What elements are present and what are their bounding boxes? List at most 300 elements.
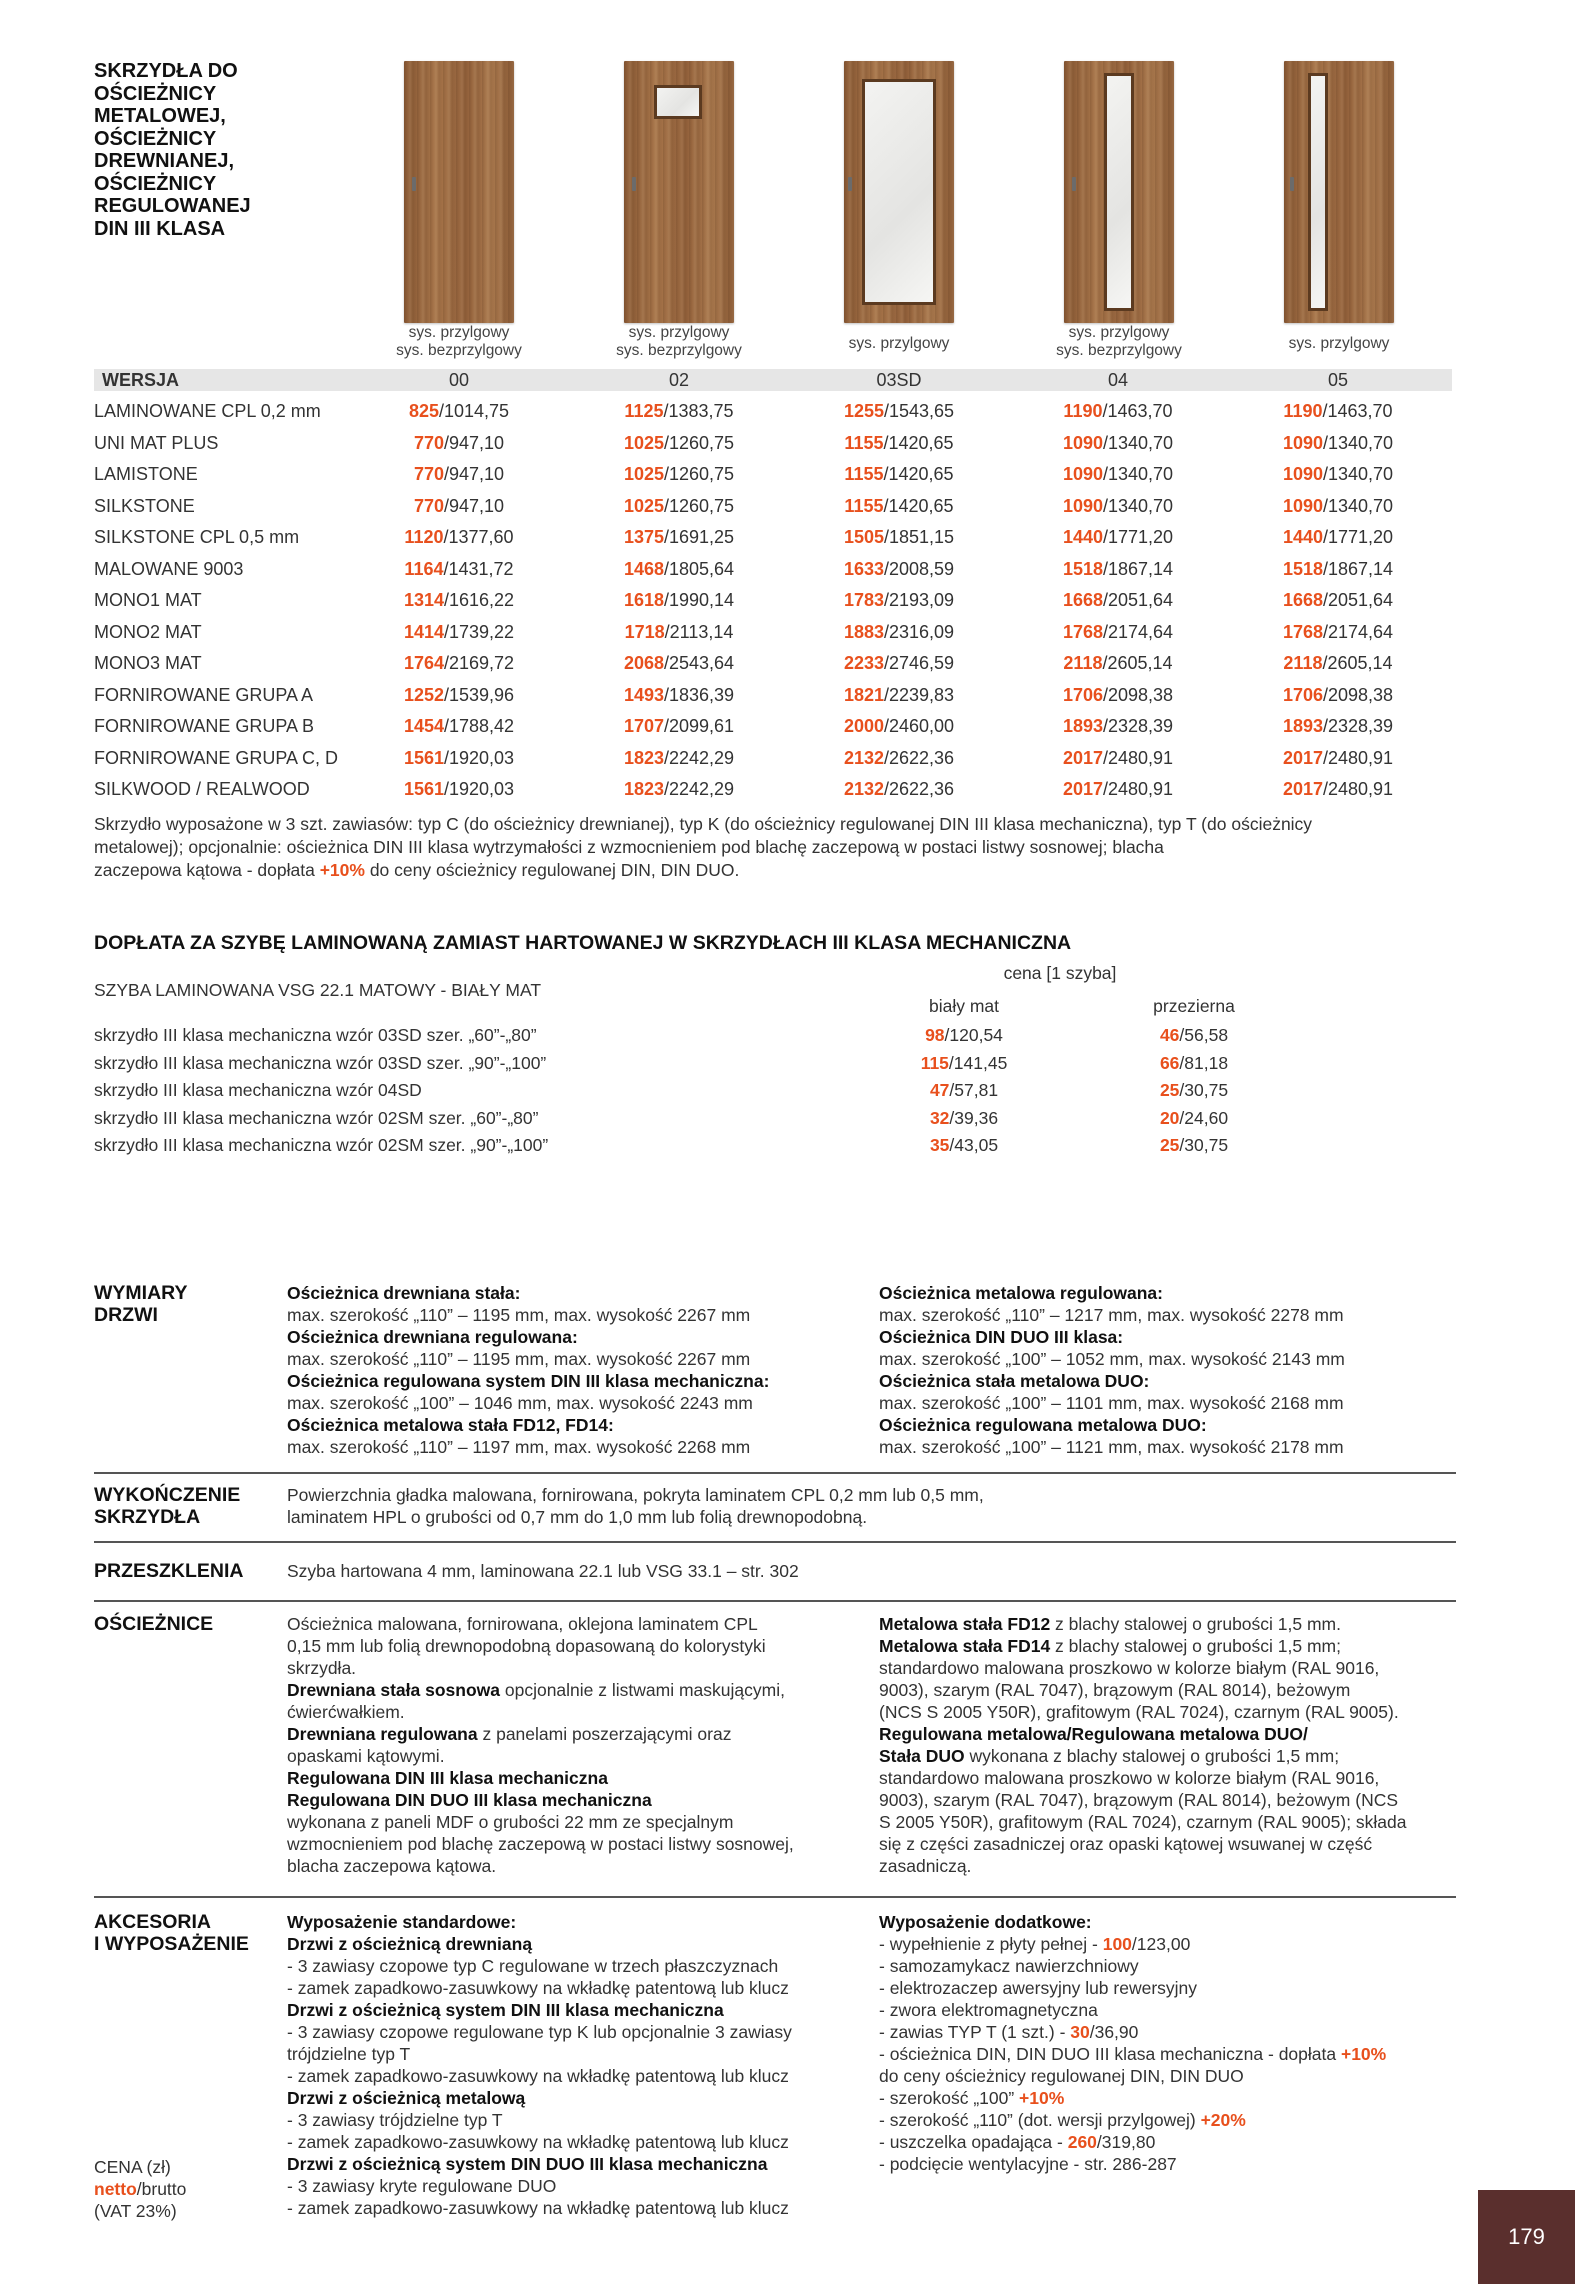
text: standardowo malowana proszkowo w kolorze białym (RAL 9016,: [879, 1768, 1380, 1788]
net-price: 1440: [1282, 527, 1323, 547]
price-cell: [789, 743, 1009, 774]
dims-frame-size: max. szerokość „110” – 1195 mm, max. wysokość 2267 mm: [287, 1349, 751, 1369]
gross-price: /24,60: [1179, 1107, 1229, 1128]
net-price: 2017: [1062, 779, 1103, 799]
gross-price: /1420,65: [883, 495, 954, 516]
clear-price: [1104, 1105, 1284, 1132]
bold-text: Stała DUO: [879, 1746, 965, 1766]
frames-left: [287, 1613, 794, 1877]
gross-price: /1463,70: [1322, 401, 1393, 421]
text: - szerokość „100”: [879, 2088, 1020, 2108]
text-line: [287, 1657, 794, 1679]
glass-row: [94, 1132, 1394, 1159]
gross-price: /30,75: [1179, 1080, 1229, 1100]
price-row: [94, 522, 1454, 553]
text-line: [287, 1833, 794, 1855]
system-label-03sd: sys. przylgowy: [848, 335, 950, 352]
glass-row: [94, 1050, 1394, 1077]
divider: [94, 1541, 1456, 1543]
price-cell: [569, 491, 789, 522]
gross-price: /1691,25: [663, 527, 735, 547]
accessories-right: [879, 1911, 1386, 2175]
frames-heading: OŚCIEŻNICE: [94, 1613, 214, 1635]
version-header-row: [94, 365, 1454, 396]
dims-frame-size: max. szerokość „110” – 1195 mm, max. wysokość 2267 mm: [287, 1305, 751, 1325]
glass-row-label: skrzydło III klasa mechaniczna wzór 02SM szer. „60”-„80”: [94, 1107, 539, 1128]
accessories-heading: AKCESORIA I WYPOSAŻENIE: [94, 1911, 249, 1955]
text-line: [879, 2043, 1386, 2065]
price-cell: [789, 428, 1009, 459]
price-row: [94, 743, 1454, 774]
dims-frame-size: max. szerokość „100” – 1046 mm, max. wysokość 2243 mm: [287, 1393, 753, 1413]
gross-price: /1851,15: [883, 527, 955, 547]
finish-name: FORNIROWANE GRUPA C, D: [94, 747, 339, 768]
gross-price: /2174,64: [1322, 621, 1394, 642]
gross-price: /2051,64: [1102, 590, 1174, 610]
price-cell: [349, 585, 569, 616]
text: - 3 zawiasy czopowe regulowane typ K lub opcjonalnie 3 zawiasy: [287, 2022, 792, 2042]
bold-text: Regulowana DIN III klasa mechaniczna: [287, 1768, 608, 1788]
net-price: 1706: [1282, 684, 1323, 705]
net-price: 46: [1159, 1025, 1180, 1045]
price-cell: [1228, 743, 1448, 774]
text: - zamek zapadkowo-zasuwkowy na wkładkę patentową lub klucz: [287, 2198, 789, 2218]
net-price: 1125: [624, 401, 664, 421]
text: standardowo malowana proszkowo w kolorze białym (RAL 9016,: [879, 1658, 1380, 1678]
text-line: [287, 1745, 794, 1767]
gross-price: /56,58: [1179, 1025, 1229, 1045]
price-cell: [1228, 774, 1448, 805]
text-line: [879, 1701, 1407, 1723]
price-cell: [1008, 396, 1228, 427]
bold-text: Drzwi z ościeżnicą system DIN III klasa mechaniczna: [287, 2000, 724, 2020]
text: - zamek zapadkowo-zasuwkowy na wkładkę patentową lub klucz: [287, 2066, 789, 2086]
gross-price: /2460,00: [883, 716, 955, 736]
text-line: [879, 1789, 1407, 1811]
price-cell: [349, 396, 569, 427]
price-highlight: 260: [1067, 2132, 1097, 2152]
price-cell: [569, 774, 789, 805]
price-cell: [1008, 459, 1228, 490]
price-row: [94, 711, 1454, 742]
text-line: [879, 1833, 1407, 1855]
gross-price: /1543,65: [883, 401, 955, 421]
net-price: 825: [408, 401, 439, 421]
gross-price: /1340,70: [1322, 432, 1394, 453]
price-cell: [569, 711, 789, 742]
text-line: [879, 1977, 1386, 1999]
text: /123,00: [1131, 1934, 1191, 1954]
price-cell: [1228, 648, 1448, 679]
gross-price: /2480,91: [1322, 747, 1394, 768]
gross-price: /2480,91: [1102, 747, 1174, 768]
net-price: 1255: [843, 401, 884, 421]
bold-text: Regulowana DIN DUO III klasa mechaniczna: [287, 1790, 652, 1810]
price-row: [94, 774, 1454, 805]
net-price: 20: [1159, 1107, 1180, 1128]
net-price: 2233: [843, 653, 884, 673]
finish-name: SILKSTONE: [94, 495, 195, 516]
net-price: 1633: [843, 558, 884, 579]
version-label: WERSJA: [102, 370, 180, 390]
bold-text: Wyposażenie dodatkowe:: [879, 1912, 1092, 1932]
text: - zwora elektromagnetyczna: [879, 2000, 1098, 2020]
dims-frame-size: max. szerokość „110” – 1197 mm, max. wysokość 2268 mm: [287, 1437, 751, 1457]
net-price: 2118: [1283, 653, 1323, 673]
price-cell: [569, 585, 789, 616]
text-line: [879, 1723, 1407, 1745]
dims-frame-title: Ościeżnica regulowana system DIN III klasa mechaniczna:: [287, 1371, 770, 1391]
price-cell: [1228, 459, 1448, 490]
door-image-03sd: [844, 61, 954, 323]
bold-text: Regulowana metalowa/Regulowana metalowa DUO/: [879, 1724, 1308, 1744]
text: /319,80: [1096, 2132, 1156, 2152]
net-price: 1155: [844, 432, 884, 453]
dims-frame-title: Ościeżnica metalowa stała FD12, FD14:: [287, 1415, 614, 1435]
price-cell: [1228, 617, 1448, 648]
net-price: 1518: [1282, 558, 1323, 579]
gross-price: /1788,42: [443, 716, 515, 736]
net-price: 1190: [1063, 401, 1103, 421]
net-price: 47: [929, 1080, 950, 1100]
gross-price: /2008,59: [883, 558, 955, 579]
text: wzmocnieniem pod blachę zaczepową w postaci listwy sosnowej,: [287, 1834, 794, 1854]
gross-price: /81,18: [1179, 1052, 1229, 1073]
price-row: [94, 585, 1454, 616]
net-price: 66: [1159, 1052, 1180, 1073]
price-cell: [349, 648, 569, 679]
price-cell: [1228, 396, 1448, 427]
gross-price: /2169,72: [443, 653, 515, 673]
price-cell: [789, 648, 1009, 679]
finish-name: MALOWANE 9003: [94, 558, 244, 579]
net-price: 2132: [843, 779, 884, 799]
text: - 3 zawiasy kryte regulowane DUO: [287, 2176, 557, 2196]
net-price: 2132: [843, 747, 884, 768]
net-price: 1414: [403, 621, 444, 642]
net-price: 1090: [1062, 495, 1103, 516]
gross-price: /2113,14: [664, 621, 734, 642]
glass-row: [94, 1022, 1394, 1049]
price-row: [94, 680, 1454, 711]
net-price: 1025: [623, 432, 664, 453]
gross-price: /1420,65: [883, 432, 954, 453]
net-price: 1706: [1062, 684, 1103, 705]
gross-price: /1771,20: [1102, 527, 1174, 547]
white-mat-price: [874, 1022, 1054, 1049]
text: - 3 zawiasy czopowe typ C regulowane w trzech płaszczyznach: [287, 1956, 779, 1976]
text-line: [879, 2087, 1386, 2109]
gross-price: /2622,36: [883, 747, 955, 768]
version-05: 05: [1327, 370, 1349, 390]
gross-price: /2099,61: [663, 716, 735, 736]
bold-text: Wyposażenie standardowe:: [287, 1912, 517, 1932]
system-label-04: sys. przylgowy sys. bezprzylgowy: [1056, 324, 1182, 359]
price-cell: [1228, 554, 1448, 585]
price-cell: [1008, 491, 1228, 522]
text-line: [287, 2021, 792, 2043]
price-highlight: 100: [1102, 1934, 1132, 1954]
gross-price: /57,81: [949, 1080, 999, 1100]
net-price: 1155: [844, 495, 884, 516]
page-number: 179: [1478, 2190, 1575, 2284]
net-price: 1821: [843, 684, 884, 705]
glass-row-label: skrzydło III klasa mechaniczna wzór 04SD: [94, 1080, 422, 1100]
net-price: 1561: [403, 779, 444, 799]
net-price: 770: [413, 432, 444, 453]
net-price: 770: [413, 464, 444, 484]
net-price: 2017: [1282, 779, 1323, 799]
glass-col-white-mat: biały mat: [928, 996, 1000, 1016]
text-line: [287, 2109, 792, 2131]
net-price: 1768: [1282, 621, 1323, 642]
price-highlight: +10%: [1019, 2088, 1065, 2108]
dims-frame-size: max. szerokość „100” – 1101 mm, max. wysokość 2168 mm: [879, 1393, 1344, 1413]
dims-heading: WYMIARY DRZWI: [94, 1282, 188, 1326]
glazing-heading: PRZESZKLENIA: [94, 1560, 244, 1582]
gross-price: /1920,03: [443, 779, 515, 799]
text-line: [879, 1955, 1386, 1977]
price-cell: [1228, 428, 1448, 459]
net-price: 1518: [1062, 558, 1103, 579]
hinge-note: Skrzydło wyposażone w 3 szt. zawiasów: typ C (do ościeżnicy drewnianej), typ K (do ościeżnicy regulowanej DIN III klasa mechaniczna), typ T (do ościeżnicy metalowej); opcjonalnie: ościeżnica DIN III klasa wytrzymałości z wzmocnieniem pod blachę zaczepową w postaci listwy sosnowej; blacha zaczepowa kątowa - dopłata +10% do ceny ościeżnicy regulowanej DIN, DIN DUO.: [94, 814, 1313, 880]
price-cell: [789, 459, 1009, 490]
net-price: 770: [413, 495, 444, 516]
gross-price: /2174,64: [1102, 621, 1174, 642]
price-cell: [1008, 554, 1228, 585]
text-line: [287, 2043, 792, 2065]
gross-price: /2543,64: [663, 653, 735, 673]
door-image-05: [1284, 61, 1394, 323]
gross-price: /1340,70: [1102, 432, 1174, 453]
page-title: SKRZYDŁA DO OŚCIEŻNICY METALOWEJ, OŚCIEŻNICY DREWNIANEJ, OŚCIEŻNICY REGULOWANEJ DIN III KLASA: [94, 60, 251, 240]
gross-price: /947,10: [443, 495, 505, 516]
bold-text: Drewniana stała sosnowa: [287, 1680, 500, 1700]
gross-price: /2328,39: [1102, 716, 1174, 736]
price-cell: [569, 617, 789, 648]
net-price: 2017: [1282, 747, 1323, 768]
text-line: [287, 2065, 792, 2087]
bold-text: Metalowa stała FD14: [879, 1636, 1051, 1656]
text: wykonana z paneli MDF o grubości 22 mm ze specjalnym: [287, 1812, 734, 1832]
system-label-00: sys. przylgowy sys. bezprzylgowy: [396, 324, 522, 359]
price-cell: [349, 428, 569, 459]
price-cell: [569, 459, 789, 490]
net-price: 1668: [1282, 590, 1323, 610]
dims-right: [879, 1282, 1345, 1458]
price-cell: [1228, 680, 1448, 711]
text-line: [879, 1635, 1407, 1657]
gross-price: /2239,83: [883, 684, 955, 705]
gross-price: /30,75: [1179, 1135, 1229, 1155]
finish-name: FORNIROWANE GRUPA B: [94, 716, 315, 736]
text-line: [879, 1911, 1386, 1933]
net-price: 1252: [403, 684, 444, 705]
net-price: 1155: [844, 464, 884, 484]
net-price: 35: [929, 1135, 950, 1155]
price-cell: [789, 396, 1009, 427]
white-mat-price: [874, 1132, 1054, 1159]
price-cell: [789, 617, 1009, 648]
price-cell: [789, 680, 1009, 711]
text-line: [879, 1767, 1407, 1789]
dims-frame-title: Ościeżnica drewniana stała:: [287, 1283, 521, 1303]
text-line: [287, 2175, 792, 2197]
gross-price: /1377,60: [443, 527, 514, 547]
gross-price: /2605,14: [1102, 653, 1173, 673]
finish-name: FORNIROWANE GRUPA A: [94, 684, 314, 705]
price-cell: [569, 680, 789, 711]
version-00: 00: [448, 370, 470, 390]
bold-text: Drzwi z ościeżnicą metalową: [287, 2088, 526, 2108]
price-cell: [349, 617, 569, 648]
text-line: [287, 2153, 792, 2175]
text-line: [879, 2131, 1386, 2153]
dims-frame-title: Ościeżnica drewniana regulowana:: [287, 1327, 578, 1347]
price-row: [94, 617, 1454, 648]
bold-text: Metalowa stała FD12: [879, 1614, 1051, 1634]
gross-price: /1260,75: [663, 432, 735, 453]
door-image-04: [1064, 61, 1174, 323]
text: - wypełnienie z płyty pełnej -: [879, 1934, 1103, 1954]
text-line: [879, 2109, 1386, 2131]
glazing-text: Szyba hartowana 4 mm, laminowana 22.1 lub VSG 33.1 – str. 302: [287, 1561, 799, 1581]
net-price: 1314: [403, 590, 444, 610]
text: /36,90: [1089, 2022, 1139, 2042]
gross-price: /1990,14: [663, 590, 735, 610]
net-price: 1768: [1062, 621, 1103, 642]
net-price: 2017: [1062, 747, 1103, 768]
price-row: [94, 491, 1454, 522]
text-line: [287, 1955, 792, 1977]
price-cell: [1008, 680, 1228, 711]
price-cell: [1228, 491, 1448, 522]
net-price: 1893: [1282, 716, 1323, 736]
gross-price: /2480,91: [1322, 779, 1394, 799]
clear-price: [1104, 1022, 1284, 1049]
finish-name: LAMISTONE: [94, 464, 198, 484]
net-price: 25: [1159, 1135, 1180, 1155]
price-legend: CENA (zł) netto/brutto (VAT 23%): [94, 2157, 187, 2221]
gross-price: /1431,72: [443, 558, 514, 579]
net-price: 1120: [404, 527, 444, 547]
price-cell: [789, 585, 1009, 616]
gross-price: /2746,59: [883, 653, 955, 673]
text-line: [879, 1811, 1407, 1833]
white-mat-price: [874, 1050, 1054, 1077]
price-cell: [789, 554, 1009, 585]
price-cell: [1228, 711, 1448, 742]
text: - ościeżnica DIN, DIN DUO III klasa mechaniczna - dopłata: [879, 2044, 1341, 2064]
glass-price-header: cena [1 szyba]: [1003, 963, 1117, 983]
gross-price: /2605,14: [1322, 653, 1393, 673]
dims-left: [287, 1282, 769, 1458]
system-label-02: sys. przylgowy sys. bezprzylgowy: [616, 324, 742, 359]
frames-right: [879, 1613, 1407, 1877]
glass-row-label: skrzydło III klasa mechaniczna wzór 03SD szer. „90”-„100”: [94, 1052, 547, 1073]
text: skrzydła.: [287, 1658, 357, 1678]
price-cell: [349, 459, 569, 490]
gross-price: /43,05: [949, 1135, 999, 1155]
price-cell: [349, 774, 569, 805]
price-cell: [349, 522, 569, 553]
gross-price: /1836,39: [663, 684, 735, 705]
door-image-00: [404, 61, 514, 323]
version-03sd: 03SD: [876, 370, 922, 390]
text-line: [287, 1999, 792, 2021]
text: trójdzielne typ T: [287, 2044, 411, 2064]
text-line: [287, 1933, 792, 1955]
gross-price: /2193,09: [883, 590, 955, 610]
price-row: [94, 396, 1454, 427]
gross-price: /2242,29: [663, 747, 735, 768]
text: - samozamykacz nawierzchniowy: [879, 1956, 1139, 1976]
gross-price: /39,36: [949, 1107, 999, 1128]
clear-price: [1104, 1132, 1284, 1159]
price-cell: [569, 428, 789, 459]
price-cell: [349, 680, 569, 711]
net-price: 1440: [1062, 527, 1103, 547]
text-line: [287, 1767, 794, 1789]
gross-price: /947,10: [443, 432, 505, 453]
net-price: 1718: [624, 621, 665, 642]
price-row: [94, 554, 1454, 585]
gross-price: /1539,96: [443, 684, 515, 705]
gross-price: /1340,70: [1102, 464, 1174, 484]
price-cell: [349, 491, 569, 522]
price-cell: [1008, 711, 1228, 742]
gross-price: /947,10: [443, 464, 505, 484]
text: - 3 zawiasy trójdzielne typ T: [287, 2110, 503, 2130]
glass-row-label: skrzydło III klasa mechaniczna wzór 03SD szer. „60”-„80”: [94, 1025, 537, 1045]
gross-price: /1340,70: [1322, 464, 1394, 484]
net-price: 25: [1159, 1080, 1180, 1100]
text-line: [879, 1855, 1407, 1877]
net-price: 1025: [623, 464, 664, 484]
divider: [94, 1896, 1456, 1898]
net-price: 1823: [623, 747, 664, 768]
text: 9003), szarym (RAL 7047), brązowym (RAL 8014), beżowym: [879, 1680, 1351, 1700]
price-highlight: 30: [1070, 2022, 1090, 2042]
text: zasadniczą.: [879, 1856, 972, 1876]
price-highlight: +20%: [1200, 2110, 1246, 2130]
net-price: 1090: [1282, 495, 1323, 516]
text-line: [879, 1679, 1407, 1701]
gross-price: /1867,14: [1322, 558, 1394, 579]
white-mat-price: [874, 1077, 1054, 1104]
text: wykonana z blachy stalowej o grubości 1,5 mm;: [964, 1746, 1340, 1766]
text-line: [879, 2065, 1386, 2087]
price-cell: [1228, 522, 1448, 553]
price-cell: [569, 522, 789, 553]
net-price: 1883: [843, 621, 884, 642]
price-cell: [1008, 522, 1228, 553]
price-cell: [1008, 774, 1228, 805]
gross-price: /1739,22: [443, 621, 515, 642]
gross-price: /1867,14: [1102, 558, 1174, 579]
price-row: [94, 648, 1454, 679]
gross-price: /2098,38: [1102, 684, 1174, 705]
text-line: [287, 1701, 794, 1723]
net-price: 1468: [623, 558, 664, 579]
price-cell: [789, 522, 1009, 553]
price-cell: [789, 774, 1009, 805]
dims-frame-title: Ościeżnica regulowana metalowa DUO:: [879, 1415, 1207, 1435]
net-price: 1090: [1282, 464, 1323, 484]
text: do ceny ościeżnicy regulowanej DIN, DIN DUO: [879, 2066, 1244, 2086]
price-cell: [569, 396, 789, 427]
net-price: 1707: [623, 716, 664, 736]
